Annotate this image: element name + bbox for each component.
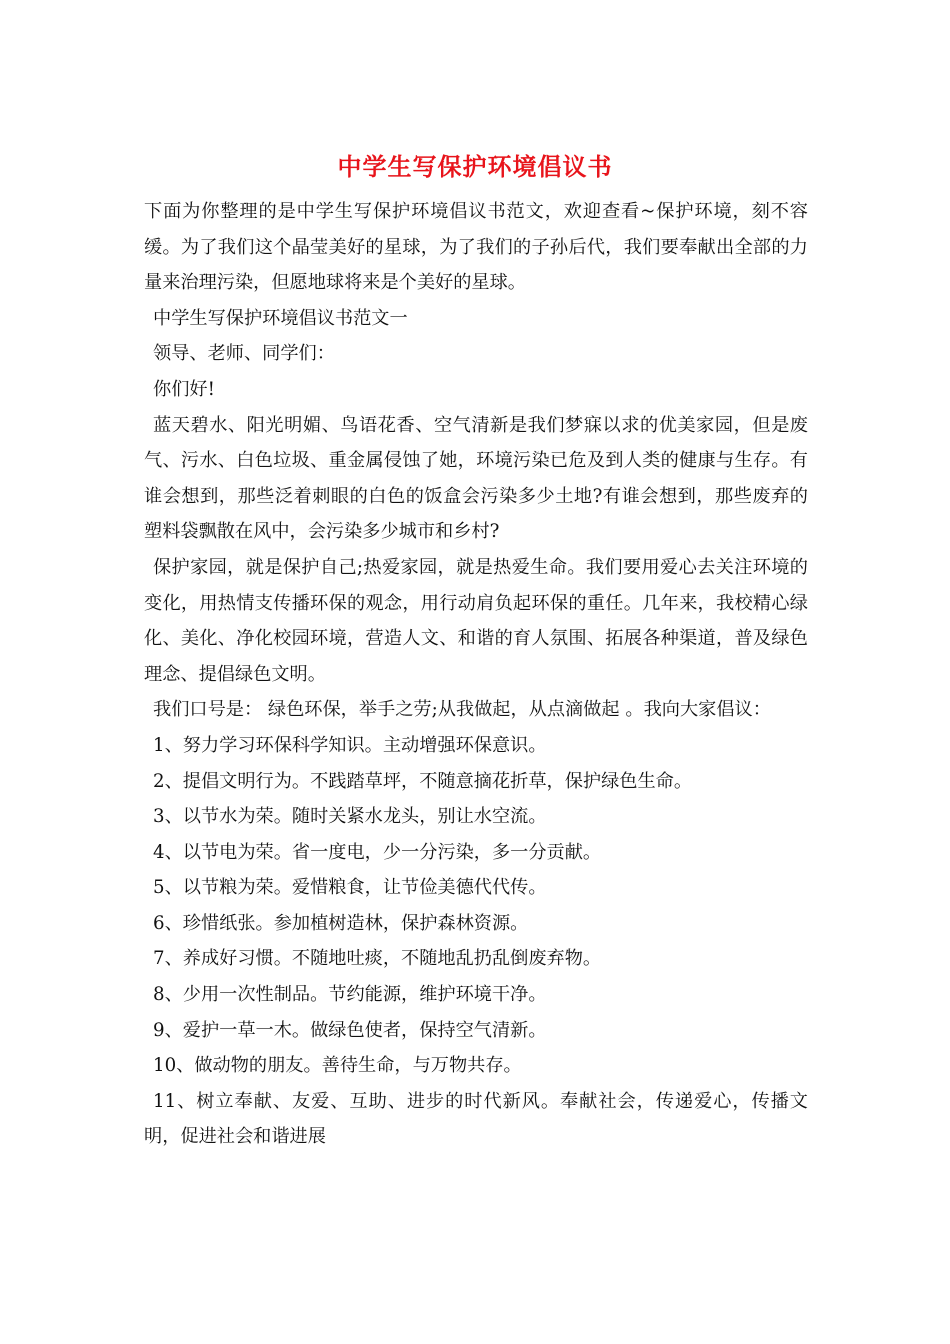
proposal-item: 11、树立奉献、友爱、互助、进步的时代新风。奉献社会，传递爱心，传播文明，促进社会和谐进展 [144,1090,808,1148]
greeting: 你们好! [153,378,215,400]
proposal-item: 10、做动物的朋友。善待生命，与万物共存。 [153,1055,522,1077]
body-paragraph: 保护家园，就是保护自己;热爱家园，就是热爱生命。我们要用爱心去关注环境的变化，用热情支传播环保的观念，用行动肩负起环保的重任。几年来，我校精心绿化、美化、净化校园环境，营造人文、和谐的育人氛围、拓展各种渠道，普及绿色理念、提倡绿色文明。 [144,556,808,685]
document-body [144,194,808,1155]
proposal-item: 3、以节水为荣。随时关紧水龙头，别让水空流。 [153,806,547,828]
body-paragraph: 蓝天碧水、阳光明媚、鸟语花香、空气清新是我们梦寐以求的优美家园，但是废气、污水、白色垃圾、重金属侵蚀了她，环境污染已危及到人类的健康与生存。有谁会想到，那些泛着刺眼的白色的饭盒会污染多少土地?有谁会想到，那些废弃的塑料袋飘散在风中，会污染多少城市和乡村? [144,414,808,543]
proposal-item: 7、养成好习惯。不随地吐痰，不随地乱扔乱倒废弃物。 [153,948,602,970]
intro-paragraph: 下面为你整理的是中学生写保护环境倡议书范文，欢迎查看~保护环境，刻不容缓。为了我们这个晶莹美好的星球，为了我们的子孙后代，我们要奉献出全部的力量来治理污染，但愿地球将来是个美好的星球。 [144,201,808,294]
document-title: 中学生写保护环境倡议书 [337,152,613,181]
proposal-item: 8、少用一次性制品。节约能源，维护环境干净。 [153,984,547,1006]
proposal-item: 6、珍惜纸张。参加植树造林，保护森林资源。 [153,912,529,934]
proposal-item: 4、以节电为荣。省一度电，少一分污染，多一分贡献。 [153,841,602,863]
proposal-item: 2、提倡文明行为。不践踏草坪，不随意摘花折草，保护绿色生命。 [153,770,693,792]
section-heading: 中学生写保护环境倡议书范文一 [153,307,408,329]
salutation: 领导、老师、同学们： [153,343,335,365]
slogan-paragraph: 我们口号是： 绿色环保，举手之劳;从我做起，从点滴做起 。我向大家倡议： [153,699,771,721]
proposal-item: 9、爱护一草一木。做绿色使者，保持空气清新。 [153,1019,547,1041]
proposal-item: 5、以节粮为荣。爱惜粮食，让节俭美德代代传。 [153,877,547,899]
proposal-item: 1、努力学习环保科学知识。主动增强环保意识。 [153,734,547,756]
